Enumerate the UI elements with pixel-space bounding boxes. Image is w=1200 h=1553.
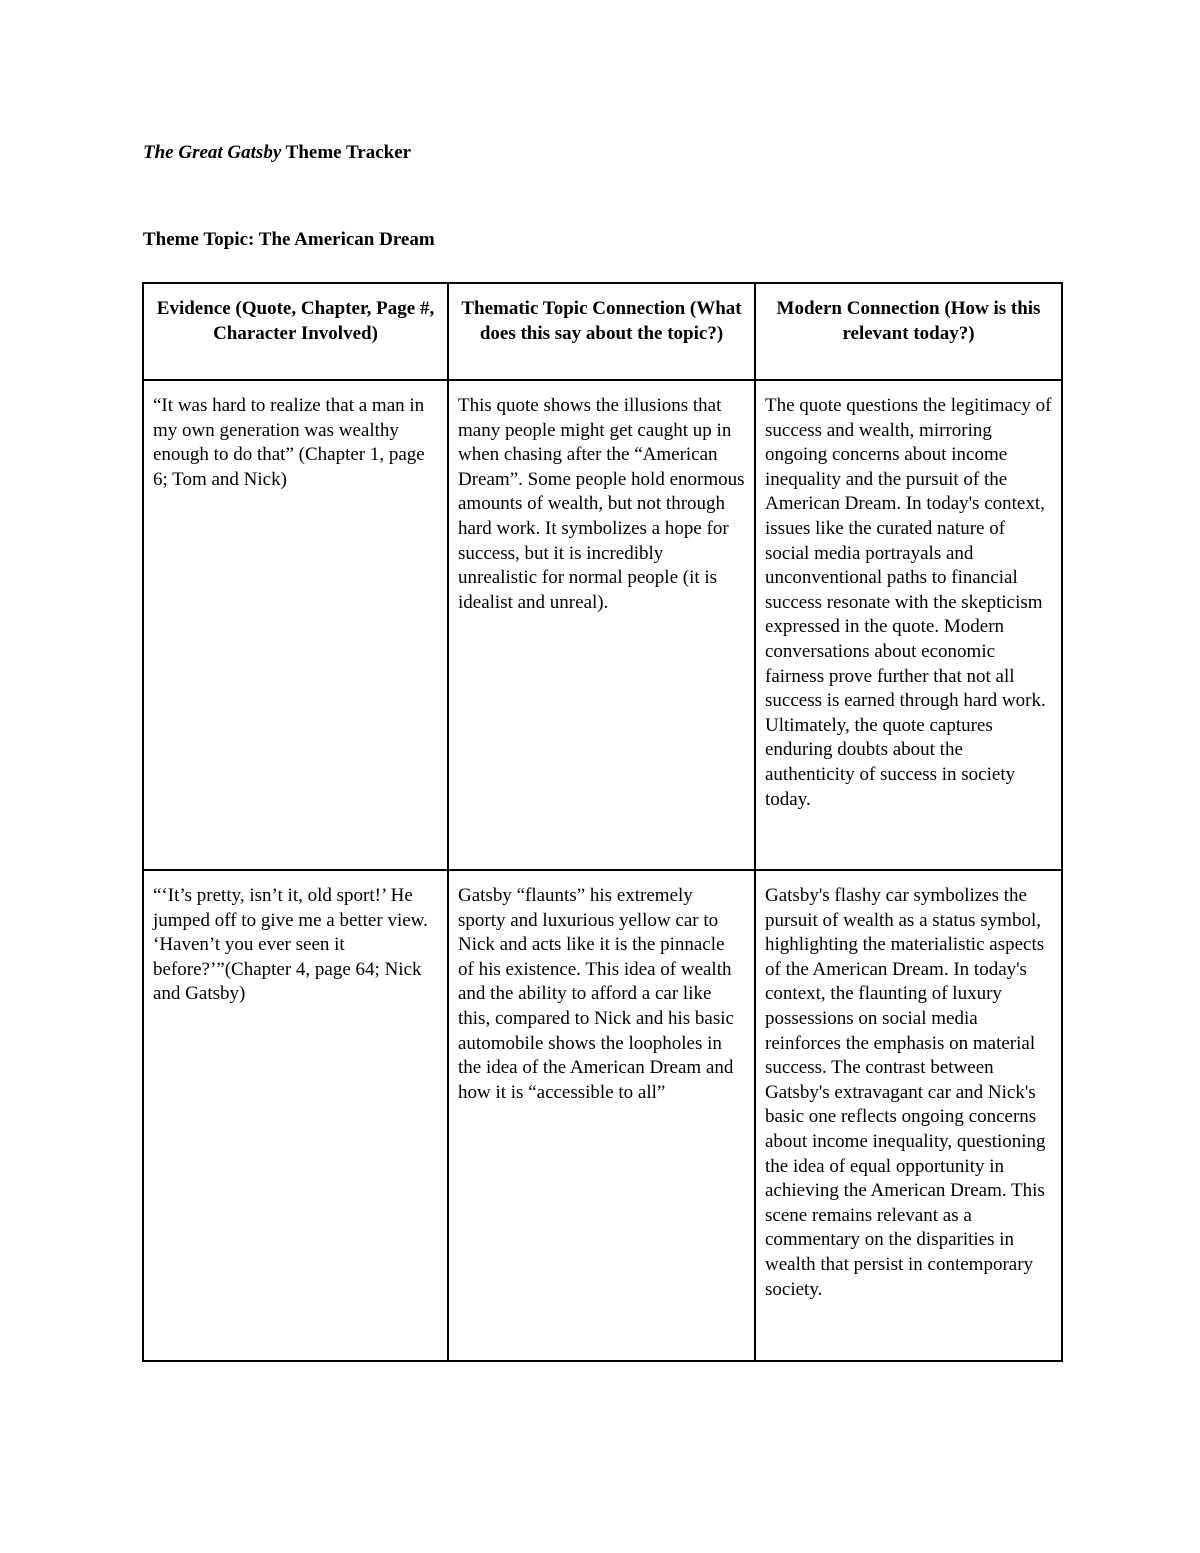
cell-evidence: “‘It’s pretty, isn’t it, old sport!’ He jumped off to give me a better view. ‘Haven’t you ever seen it before?’”(Chapter 4, page 64; Nick and Gatsby): [143, 870, 448, 1361]
document-title-rest: Theme Tracker: [281, 142, 412, 163]
cell-thematic-connection: This quote shows the illusions that many people might get caught up in when chasing after the “American Dream”. Some people hold enormous amounts of wealth, but not through hard work. It symbolizes a hope for success, but it is incredibly unrealistic for normal people (it is idealist and unreal).: [448, 380, 755, 870]
cell-evidence: “It was hard to realize that a man in my own generation was wealthy enough to do that” (Chapter 1, page 6; Tom and Nick): [143, 380, 448, 870]
theme-tracker-table: [142, 282, 1063, 1362]
table-header-row: [143, 283, 1062, 380]
header-thematic-connection: Thematic Topic Connection (What does this say about the topic?): [448, 283, 755, 380]
document-title-book: The Great Gatsby: [143, 142, 282, 163]
header-modern-connection: Modern Connection (How is this relevant today?): [755, 283, 1062, 380]
cell-modern-connection: The quote questions the legitimacy of success and wealth, mirroring ongoing concerns about income inequality and the pursuit of the American Dream. In today's context, issues like the curated nature of social media portrayals and unconventional paths to financial success resonate with the skepticism expressed in the quote. Modern conversations about economic fairness prove further that not all success is earned through hard work. Ultimately, the quote captures enduring doubts about the authenticity of success in society today.: [755, 380, 1062, 870]
document-title: [143, 142, 411, 164]
cell-modern-connection: Gatsby's flashy car symbolizes the pursuit of wealth as a status symbol, highlighting the materialistic aspects of the American Dream. In today's context, the flaunting of luxury possessions on social media reinforces the emphasis on material success. The contrast between Gatsby's extravagant car and Nick's basic one reflects ongoing concerns about income inequality, questioning the idea of equal opportunity in achieving the American Dream. This scene remains relevant as a commentary on the disparities in wealth that persist in contemporary society.: [755, 870, 1062, 1361]
theme-topic-heading: Theme Topic: The American Dream: [143, 229, 435, 250]
header-evidence: Evidence (Quote, Chapter, Page #, Character Involved): [143, 283, 448, 380]
table-row: [143, 870, 1062, 1361]
table-row: [143, 380, 1062, 870]
cell-thematic-connection: Gatsby “flaunts” his extremely sporty and luxurious yellow car to Nick and acts like it is the pinnacle of his existence. This idea of wealth and the ability to afford a car like this, compared to Nick and his basic automobile shows the loopholes in the idea of the American Dream and how it is “accessible to all”: [448, 870, 755, 1361]
